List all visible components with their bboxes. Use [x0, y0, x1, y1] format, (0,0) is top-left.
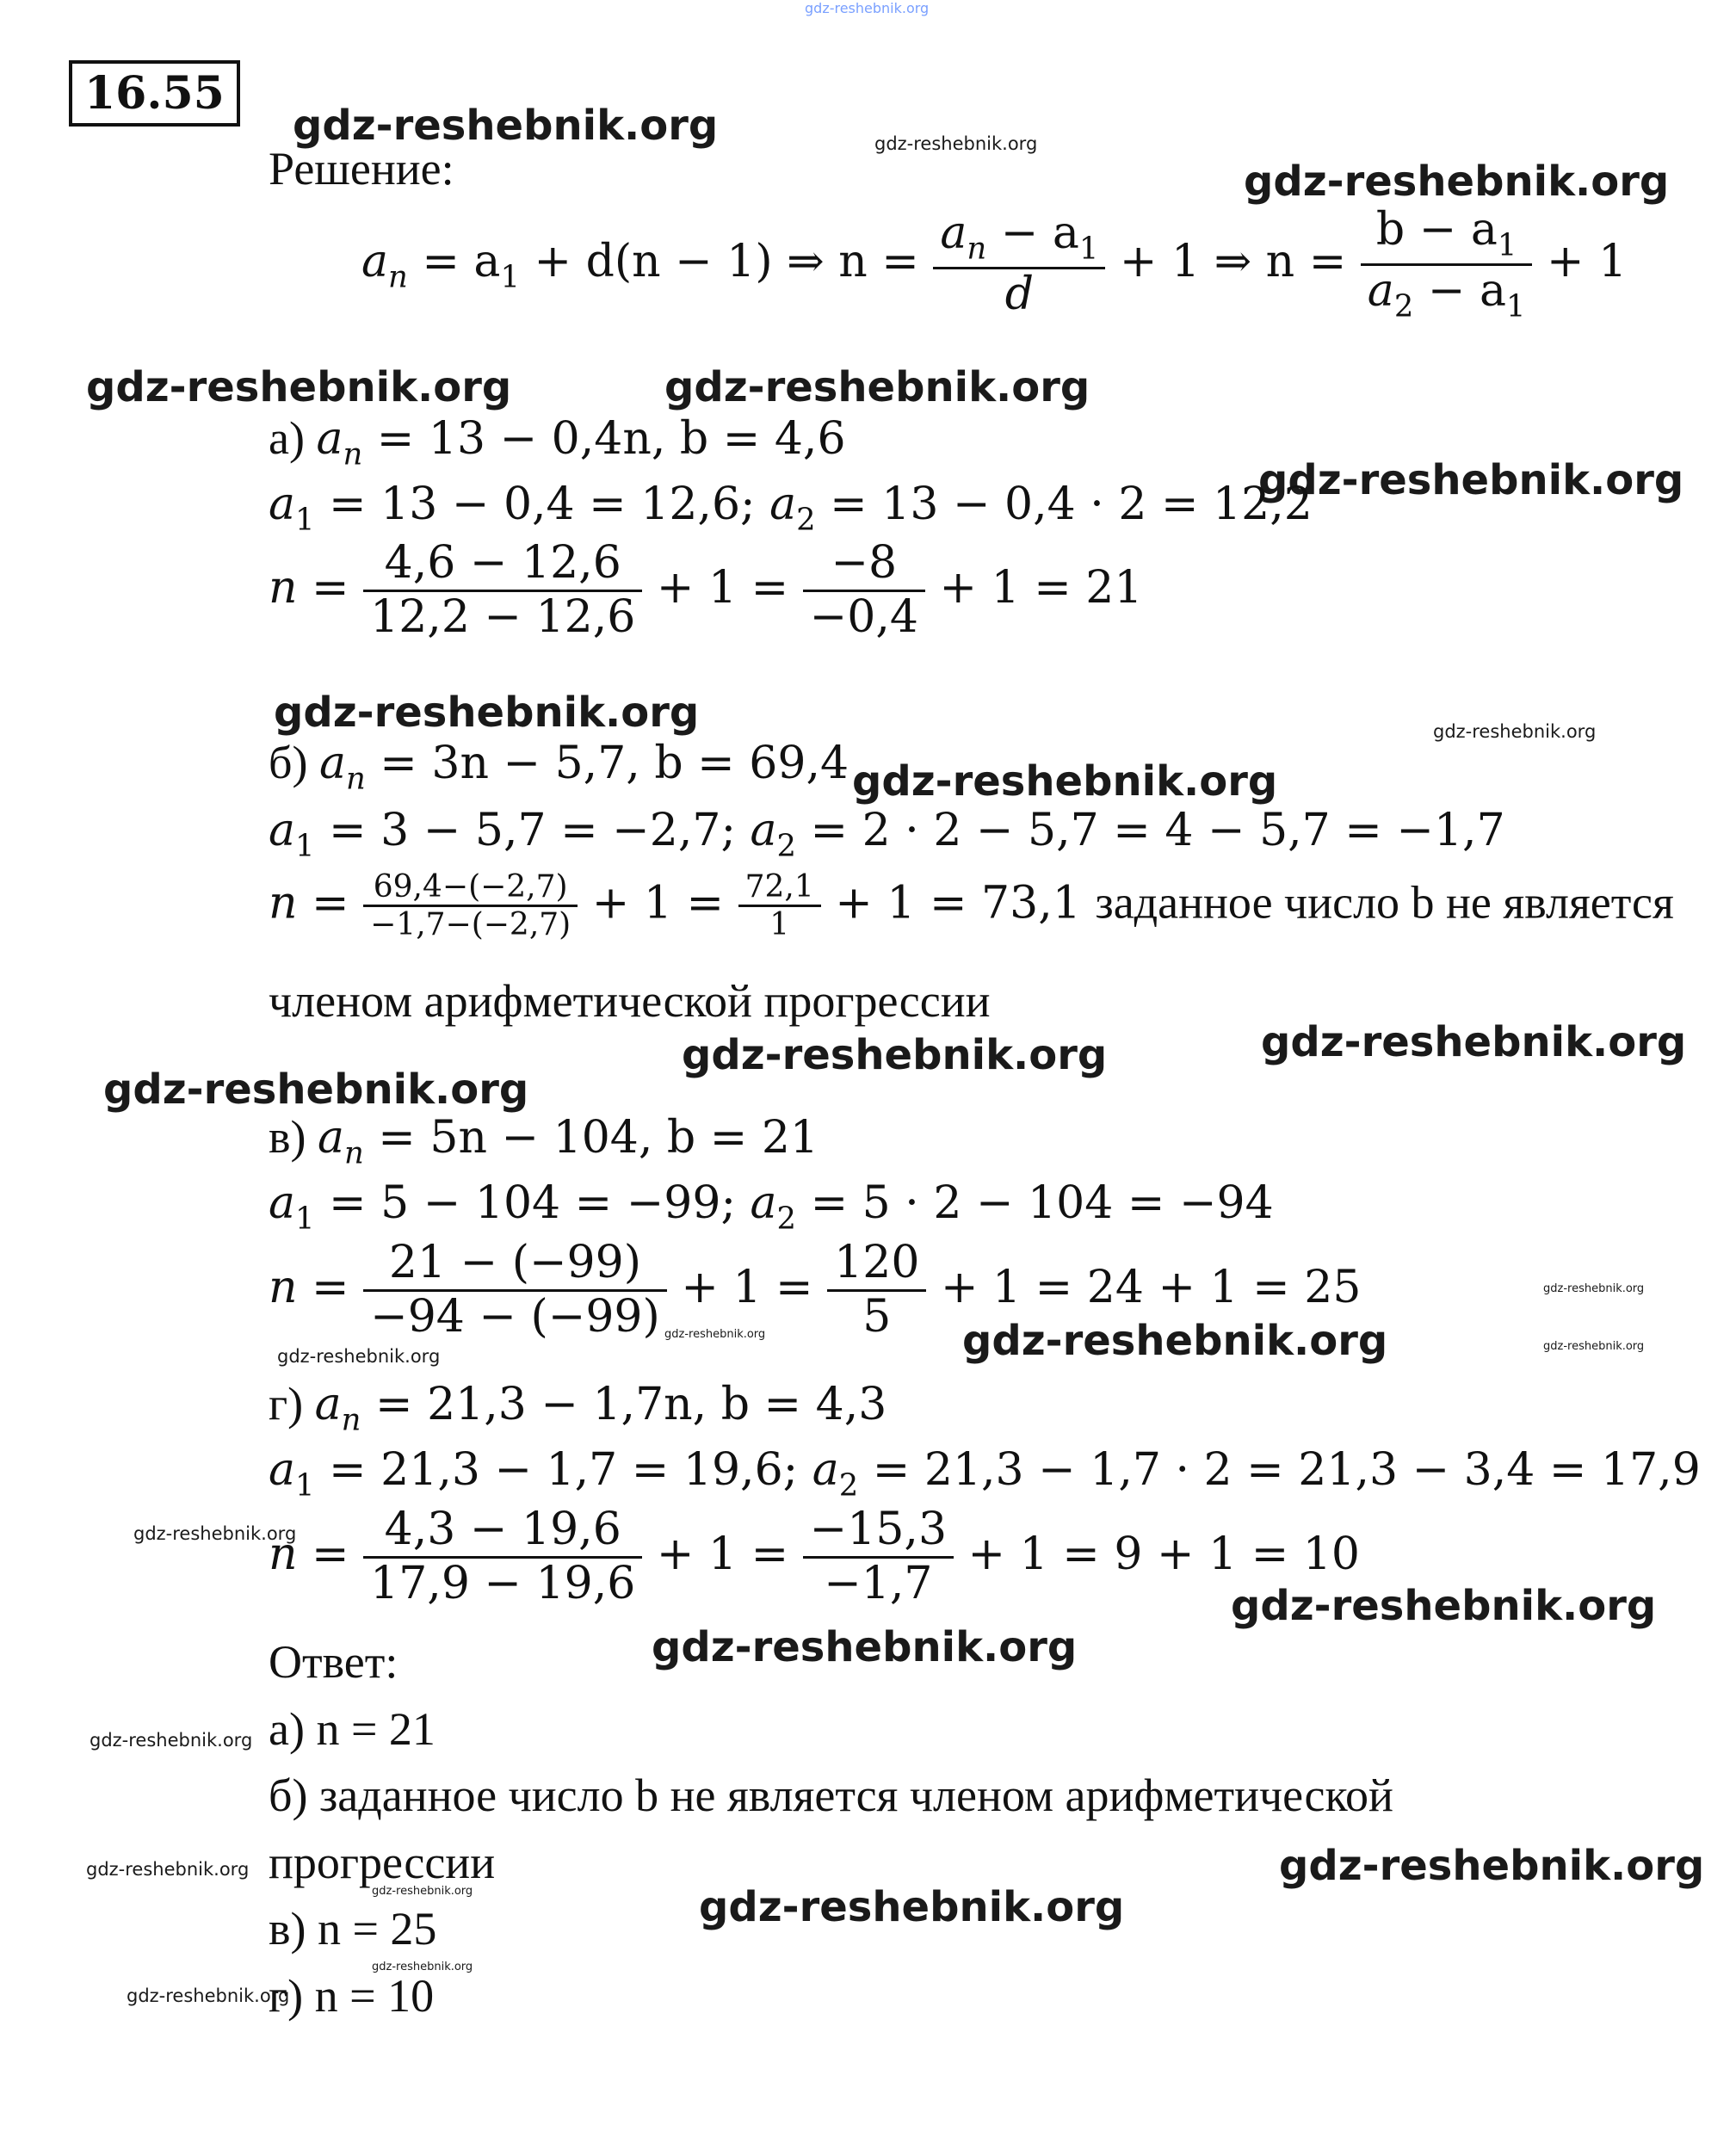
watermark: gdz-reshebnik.org: [652, 1623, 1078, 1671]
watermark: gdz-reshebnik.org: [1543, 1282, 1645, 1295]
watermark: gdz-reshebnik.org: [664, 1328, 766, 1341]
answer-v: в) n = 25: [269, 1903, 437, 1955]
watermark: gdz-reshebnik.org: [1433, 721, 1597, 742]
watermark: gdz-reshebnik.org: [874, 133, 1038, 154]
part-v-line3: n = $\frac{21 - (-99)}{-94 - (-99)}$ + 1 = $\frac{120}{5}$ + 1 = 24 + 1 = 25: [269, 1237, 1362, 1343]
watermark: gdz-reshebnik.org: [372, 1961, 473, 1973]
part-g-line2: $a_1 = 21,3 - 1,7 = 19,6$; $a_2 = 21,3 - 1,7 \cdot 2 = 21,3 - 3,4 = 17,9$: [269, 1444, 1701, 1504]
watermark: gdz-reshebnik.org: [274, 689, 700, 737]
watermark: gdz-reshebnik.org: [86, 1859, 250, 1880]
watermark: gdz-reshebnik.org: [1244, 157, 1670, 206]
watermark: gdz-reshebnik.org: [699, 1883, 1125, 1931]
part-b-line3: n = $\frac{69,4-(-2,7)}{-1,7-(-2,7)}$ + 1 = $\frac{72,1}{1}$ + 1 = 73,1 заданное число b не является: [269, 869, 1674, 943]
problem-number: 16.55: [69, 60, 240, 127]
answer-g: г) n = 10: [269, 1970, 435, 2022]
watermark: gdz-reshebnik.org: [103, 1065, 529, 1114]
watermark: gdz-reshebnik.org: [127, 1986, 290, 2006]
watermark: gdz-reshebnik.org: [1258, 456, 1684, 504]
solution-label: Решение:: [269, 143, 454, 195]
watermark: gdz-reshebnik.org: [293, 102, 719, 150]
watermark: gdz-reshebnik.org: [1231, 1582, 1657, 1630]
watermark: gdz-reshebnik.org: [1543, 1340, 1645, 1353]
top-url[interactable]: gdz-reshebnik.org: [805, 0, 930, 16]
watermark: gdz-reshebnik.org: [372, 1885, 473, 1898]
answer-a: а) n = 21: [269, 1703, 436, 1755]
general-formula: $a_n = a_1 + d(n - 1)$ ⇒ n = $\frac{a_n - a_1}{d}$ + 1 ⇒ n = $\frac{b - a_1}{a_2 - a_1}$ + 1: [361, 204, 1628, 324]
watermark: gdz-reshebnik.org: [962, 1317, 1388, 1365]
answer-label: Ответ:: [269, 1636, 398, 1688]
part-b-line1: б) $a_n = 3n - 5,7$, b = 69,4: [269, 737, 849, 797]
part-v-line2: $a_1 = 5 - 104 = -99$; $a_2 = 5 \cdot 2 - 104 = -94$: [269, 1177, 1274, 1237]
watermark: gdz-reshebnik.org: [682, 1031, 1108, 1079]
part-b-line2: $a_1 = 3 - 5,7 = -2,7$; $a_2 = 2 \cdot 2 - 5,7 = 4 - 5,7 = -1,7$: [269, 805, 1505, 864]
part-g-line3: n = $\frac{4,3 - 19,6}{17,9 - 19,6}$ + 1 = $\frac{-15,3}{-1,7}$ + 1 = 9 + 1 = 10: [269, 1504, 1360, 1609]
answer-b-line1: б) заданное число b не является членом арифметической: [269, 1769, 1393, 1821]
part-v-line1: в) $a_n = 5n - 104$, b = 21: [269, 1111, 819, 1171]
watermark: gdz-reshebnik.org: [1261, 1018, 1687, 1066]
part-a-line1: а) $a_n = 13 - 0,4n$, b = 4,6: [269, 412, 846, 472]
watermark: gdz-reshebnik.org: [852, 757, 1278, 806]
watermark: gdz-reshebnik.org: [133, 1523, 297, 1544]
watermark: gdz-reshebnik.org: [664, 363, 1090, 411]
watermark: gdz-reshebnik.org: [277, 1346, 441, 1367]
watermark: gdz-reshebnik.org: [86, 363, 512, 411]
answer-b-line2: прогрессии: [269, 1837, 496, 1888]
part-a-line3: n = $\frac{4,6 - 12,6}{12,2 - 12,6}$ + 1 = $\frac{-8}{-0,4}$ + 1 = 21: [269, 537, 1143, 643]
watermark: gdz-reshebnik.org: [1279, 1842, 1705, 1890]
part-a-line2: $a_1 = 13 - 0,4 = 12,6$; $a_2 = 13 - 0,4 \cdot 2 = 12,2$: [269, 479, 1313, 538]
part-g-line1: г) $a_n = 21,3 - 1,7n$, b = 4,3: [269, 1378, 887, 1438]
part-b-comment: членом арифметической прогрессии: [269, 975, 991, 1027]
watermark: gdz-reshebnik.org: [90, 1730, 253, 1751]
